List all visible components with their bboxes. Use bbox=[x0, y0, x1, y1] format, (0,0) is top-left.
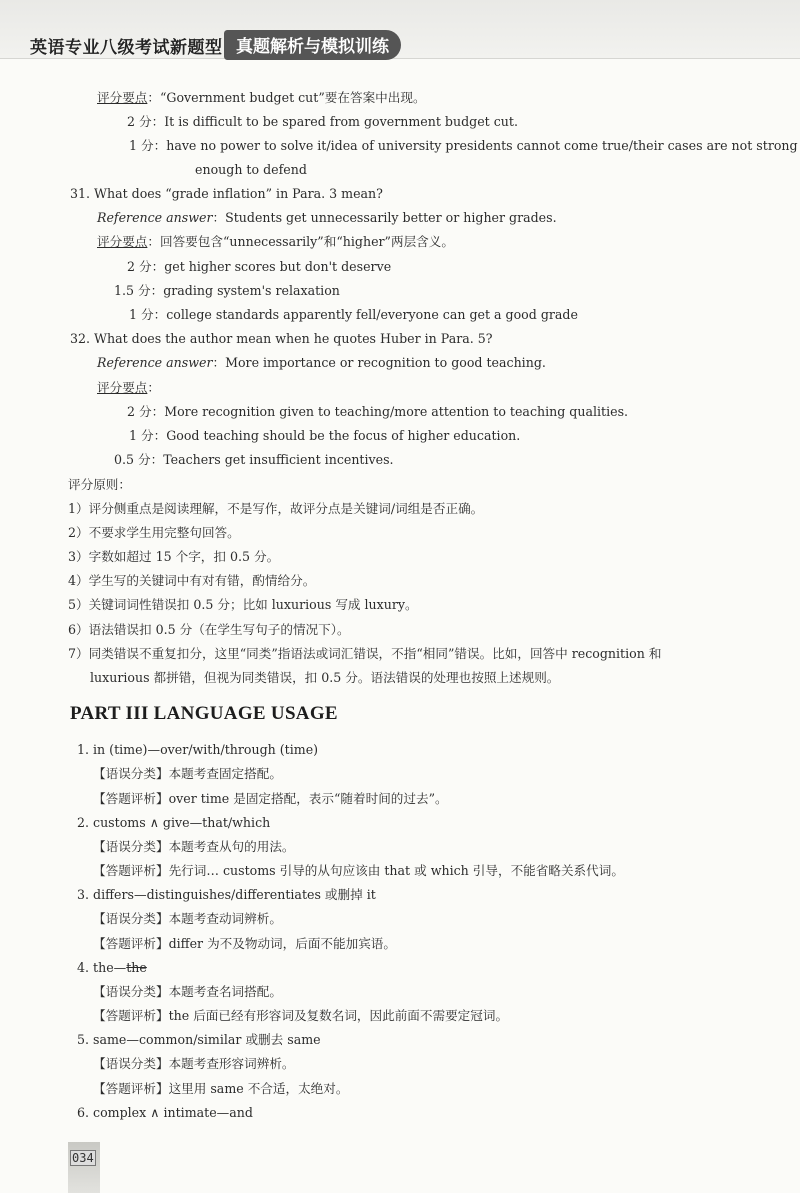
text-segment: 【语误分类】本题考查固定搭配。 bbox=[93, 766, 282, 781]
score-item bbox=[129, 427, 520, 445]
text-segment: 3）字数如超过 15 个字，扣 0.5 分。 bbox=[68, 549, 280, 564]
text-segment: 1 分：have no power to solve it/idea of university presidents cannot come true/their cases are not strong bbox=[129, 138, 798, 153]
text-segment: 【语误分类】本题考查动词辨析。 bbox=[93, 911, 282, 926]
text-segment: 1 分：Good teaching should be the focus of higher education. bbox=[129, 428, 521, 443]
scoring-points-line bbox=[97, 233, 454, 251]
text-segment: 0.5 分：Teachers get insufficient incentives. bbox=[114, 452, 394, 467]
usage-item-6 bbox=[77, 1104, 253, 1122]
text-segment: 【答题评析】differ 为不及物动词，后面不能加宾语。 bbox=[93, 936, 396, 951]
text-segment: 6. complex ∧ intimate—and bbox=[77, 1105, 253, 1120]
answer-analysis bbox=[93, 1080, 348, 1098]
usage-item-4 bbox=[77, 959, 147, 977]
score-item-continuation bbox=[195, 161, 307, 179]
text-segment: 3. differs—distinguishes/differentiates 或删掉 it bbox=[77, 887, 376, 902]
text-segment: 【语误分类】本题考查形容词辨析。 bbox=[93, 1056, 295, 1071]
page-number-tab bbox=[68, 1142, 100, 1193]
text-segment: luxurious 都拼错，但视为同类错误，扣 0.5 分。语法错误的处理也按照上述规则。 bbox=[90, 670, 560, 685]
score-item bbox=[114, 451, 394, 469]
answer-analysis bbox=[93, 935, 396, 953]
text-segment: 【语误分类】本题考查名词搭配。 bbox=[93, 984, 282, 999]
text-segment: 【答题评析】the 后面已经有形容词及复数名词，因此前面不需要定冠词。 bbox=[93, 1008, 509, 1023]
text-segment: 7）同类错误不重复扣分，这里“同类”指语法或词汇错误，不指“相同”错误。比如，回答中 recognition 和 bbox=[68, 646, 662, 661]
text-segment: ：回答要包含“unnecessarily”和“higher”两层含义。 bbox=[147, 234, 454, 249]
answer-analysis bbox=[93, 790, 448, 808]
error-category bbox=[93, 765, 282, 783]
text-segment: 【答题评析】先行词… customs 引导的从句应该由 that 或 which 引导，不能省略关系代词。 bbox=[93, 863, 624, 878]
scoring-principles-heading bbox=[68, 476, 131, 494]
usage-item-5 bbox=[77, 1031, 321, 1049]
text-segment: 1. in (time)—over/with/through (time) bbox=[77, 742, 319, 757]
score-item bbox=[114, 282, 340, 300]
usage-item-2 bbox=[77, 814, 270, 832]
scoring-points-line bbox=[97, 89, 426, 107]
score-item bbox=[127, 258, 391, 276]
usage-item-3 bbox=[77, 886, 376, 904]
text-segment: 5）关键词词性错误扣 0.5 分；比如 luxurious 写成 luxury。 bbox=[68, 597, 418, 612]
text-segment: 【答题评析】over time 是固定搭配，表示“随着时间的过去”。 bbox=[93, 791, 448, 806]
reference-answer bbox=[97, 354, 546, 372]
text-segment: 评分要点 bbox=[97, 234, 148, 249]
score-item bbox=[129, 306, 578, 324]
section-title: PART III LANGUAGE USAGE bbox=[70, 703, 338, 724]
text-segment: Reference answer bbox=[97, 355, 213, 370]
text-segment: enough to defend bbox=[195, 162, 307, 177]
text-segment: ：“Government budget cut”要在答案中出现。 bbox=[147, 90, 426, 105]
text-segment: 2）不要求学生用完整句回答。 bbox=[68, 525, 240, 540]
text-segment: 评分要点 bbox=[97, 90, 148, 105]
principle-item bbox=[68, 524, 240, 542]
error-category bbox=[93, 983, 282, 1001]
text-segment: 5. same—common/similar 或删去 same bbox=[77, 1032, 321, 1047]
answer-analysis bbox=[93, 862, 624, 880]
book-subtitle-badge: 真题解析与模拟训练 bbox=[224, 30, 401, 60]
scoring-points-line bbox=[97, 379, 160, 397]
question-32 bbox=[70, 330, 493, 348]
text-segment: 1）评分侧重点是阅读理解，不是写作，故评分点是关键词/词组是否正确。 bbox=[68, 501, 484, 516]
error-category bbox=[93, 838, 295, 856]
text-segment: 2 分：It is difficult to be spared from government budget cut. bbox=[127, 114, 518, 129]
page-header bbox=[0, 0, 800, 59]
text-segment: ：More importance or recognition to good teaching. bbox=[212, 355, 546, 370]
principle-item-continuation bbox=[90, 669, 559, 687]
principle-item bbox=[68, 548, 279, 566]
principle-item bbox=[68, 500, 483, 518]
principle-item bbox=[68, 645, 661, 663]
text-segment: 4）学生写的关键词中有对有错，酌情给分。 bbox=[68, 573, 316, 588]
answer-analysis bbox=[93, 1007, 508, 1025]
score-item bbox=[127, 113, 518, 131]
text-segment: 评分原则： bbox=[68, 477, 131, 492]
page-number: 034 bbox=[72, 1151, 94, 1165]
text-segment: ： bbox=[147, 380, 160, 395]
text-segment: 4. the— bbox=[77, 960, 127, 975]
book-title: 英语专业八级考试新题型 bbox=[30, 38, 223, 58]
usage-item-1 bbox=[77, 741, 318, 759]
score-item bbox=[129, 137, 798, 155]
text-segment: 32. What does the author mean when he quotes Huber in Para. 5? bbox=[70, 331, 493, 346]
text-segment: 31. What does “grade inflation” in Para. 3 mean? bbox=[70, 186, 383, 201]
text-segment: 【答题评析】这里用 same 不合适，太绝对。 bbox=[93, 1081, 349, 1096]
question-31 bbox=[70, 185, 383, 203]
text-segment: 1 分：college standards apparently fell/everyone can get a good grade bbox=[129, 307, 578, 322]
text-segment: 评分要点 bbox=[97, 380, 148, 395]
error-category bbox=[93, 1055, 295, 1073]
error-category bbox=[93, 910, 282, 928]
text-segment: 2 分：More recognition given to teaching/more attention to teaching qualities. bbox=[127, 404, 629, 419]
text-segment: 【语误分类】本题考查从句的用法。 bbox=[93, 839, 295, 854]
text-segment: 2 分：get higher scores but don't deserve bbox=[127, 259, 392, 274]
text-segment: Reference answer bbox=[97, 210, 213, 225]
principle-item bbox=[68, 572, 315, 590]
text-segment: the bbox=[126, 960, 147, 975]
text-segment: 6）语法错误扣 0.5 分（在学生写句子的情况下）。 bbox=[68, 622, 350, 637]
score-item bbox=[127, 403, 628, 421]
principle-item bbox=[68, 596, 418, 614]
principle-item bbox=[68, 621, 350, 639]
text-segment: 1.5 分：grading system's relaxation bbox=[114, 283, 340, 298]
text-segment: ：Students get unnecessarily better or higher grades. bbox=[212, 210, 557, 225]
reference-answer bbox=[97, 209, 557, 227]
text-segment: 2. customs ∧ give—that/which bbox=[77, 815, 271, 830]
